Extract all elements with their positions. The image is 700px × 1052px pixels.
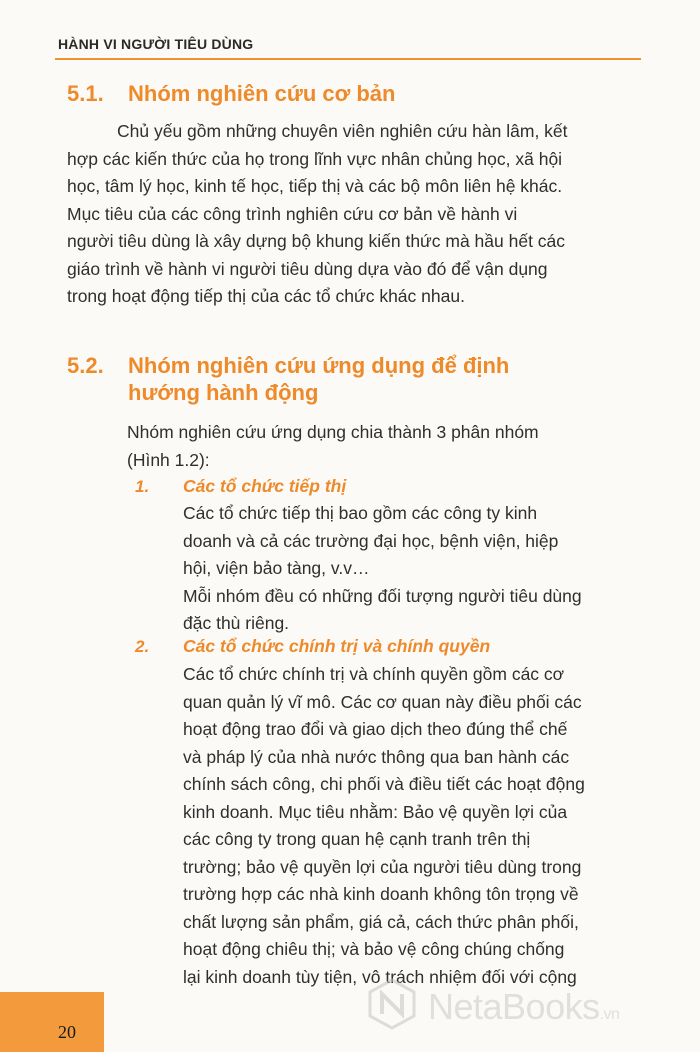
text-line: trong hoạt động tiếp thị của các tổ chức khác nhau.	[67, 286, 465, 306]
text-line: doanh và cả các trường đại học, bệnh viện, hiệp	[183, 530, 559, 551]
section-title: Nhóm nghiên cứu cơ bản	[128, 81, 396, 106]
text-line: Chủ yếu gồm những chuyên viên nghiên cứu hàn lâm, kết	[117, 121, 568, 141]
text-line: trường; bảo vệ quyền lợi của người tiêu dùng trong	[183, 856, 582, 877]
item-number: 1.	[135, 477, 150, 496]
text-line: kinh doanh. Mục tiêu nhằm: Bảo vệ quyền lợi của	[183, 801, 568, 822]
item-title: Các tổ chức tiếp thị	[183, 476, 347, 496]
watermark-text	[428, 986, 619, 1028]
text-line: chính sách công, chi phối và điều tiết các hoạt động	[183, 774, 585, 794]
section-5-1-paragraph	[67, 118, 645, 311]
section-number: 5.2.	[67, 353, 104, 378]
item-number: 2.	[135, 637, 150, 656]
text-line: học, tâm lý học, kinh tế học, tiếp thị và các bộ môn liên hệ khác.	[67, 176, 563, 196]
text-line: Mục tiêu của các công trình nghiên cứu cơ bản về hành vi	[67, 203, 518, 224]
text-line: quan quản lý vĩ mô. Các cơ quan này điều phối các	[183, 691, 582, 712]
text-line: hội, viện bảo tàng, v.v…	[183, 558, 370, 578]
running-header: HÀNH VI NGƯỜI TIÊU DÙNG	[58, 36, 254, 52]
text-line: hợp các kiến thức của họ trong lĩnh vực nhân chủng học, xã hội	[67, 148, 563, 169]
text-line: hoạt động trao đổi và giao dịch theo đúng thể chế	[183, 719, 568, 739]
text-line: Các tổ chức tiếp thị bao gồm các công ty kinh	[183, 503, 538, 523]
text-line: Mỗi nhóm đều có những đối tượng người tiêu dùng	[183, 585, 582, 606]
text-line: chất lượng sản phẩm, giá cả, cách thức phân phối,	[183, 911, 579, 932]
text-line: Nhóm nghiên cứu ứng dụng chia thành 3 phân nhóm	[127, 422, 539, 442]
item-2-body	[183, 661, 645, 991]
item-title: Các tổ chức chính trị và chính quyền	[183, 636, 491, 656]
section-5-2-intro	[127, 419, 627, 474]
text-line: Các tổ chức chính trị và chính quyền gồm các cơ	[183, 664, 565, 684]
item-1-body	[183, 500, 645, 638]
text-line: hoạt động chiêu thị; và bảo vệ công chúng chống	[183, 939, 565, 959]
text-line: trường hợp các nhà kinh doanh không tôn trọng về	[183, 884, 579, 904]
watermark-suffix: .vn	[599, 1006, 620, 1023]
page-number-box	[0, 992, 104, 1052]
watermark	[366, 976, 696, 1038]
text-line: lại kinh doanh tùy tiện, vô trách nhiệm đối với cộng	[183, 966, 577, 987]
text-line: (Hình 1.2):	[127, 449, 210, 470]
watermark-brand: NetaBooks	[428, 986, 600, 1027]
text-line: người tiêu dùng là xây dựng bộ khung kiến thức mà hầu hết các	[67, 231, 566, 251]
netabooks-logo-icon	[366, 978, 418, 1030]
title-line: hướng hành động	[128, 380, 319, 405]
title-line: Nhóm nghiên cứu ứng dụng để định	[128, 353, 510, 378]
text-line: các công ty trong quan hệ cạnh tranh trên thị	[183, 829, 531, 849]
section-title	[128, 352, 628, 406]
text-line: đặc thù riêng.	[183, 613, 290, 633]
text-line: giáo trình về hành vi người tiêu dùng dựa vào đó để vận dụng	[67, 258, 548, 279]
section-number: 5.1.	[67, 81, 104, 106]
header-rule	[55, 58, 641, 60]
page-number: 20	[58, 1022, 76, 1042]
text-line: và pháp lý của nhà nước thông qua ban hành các	[183, 746, 570, 767]
